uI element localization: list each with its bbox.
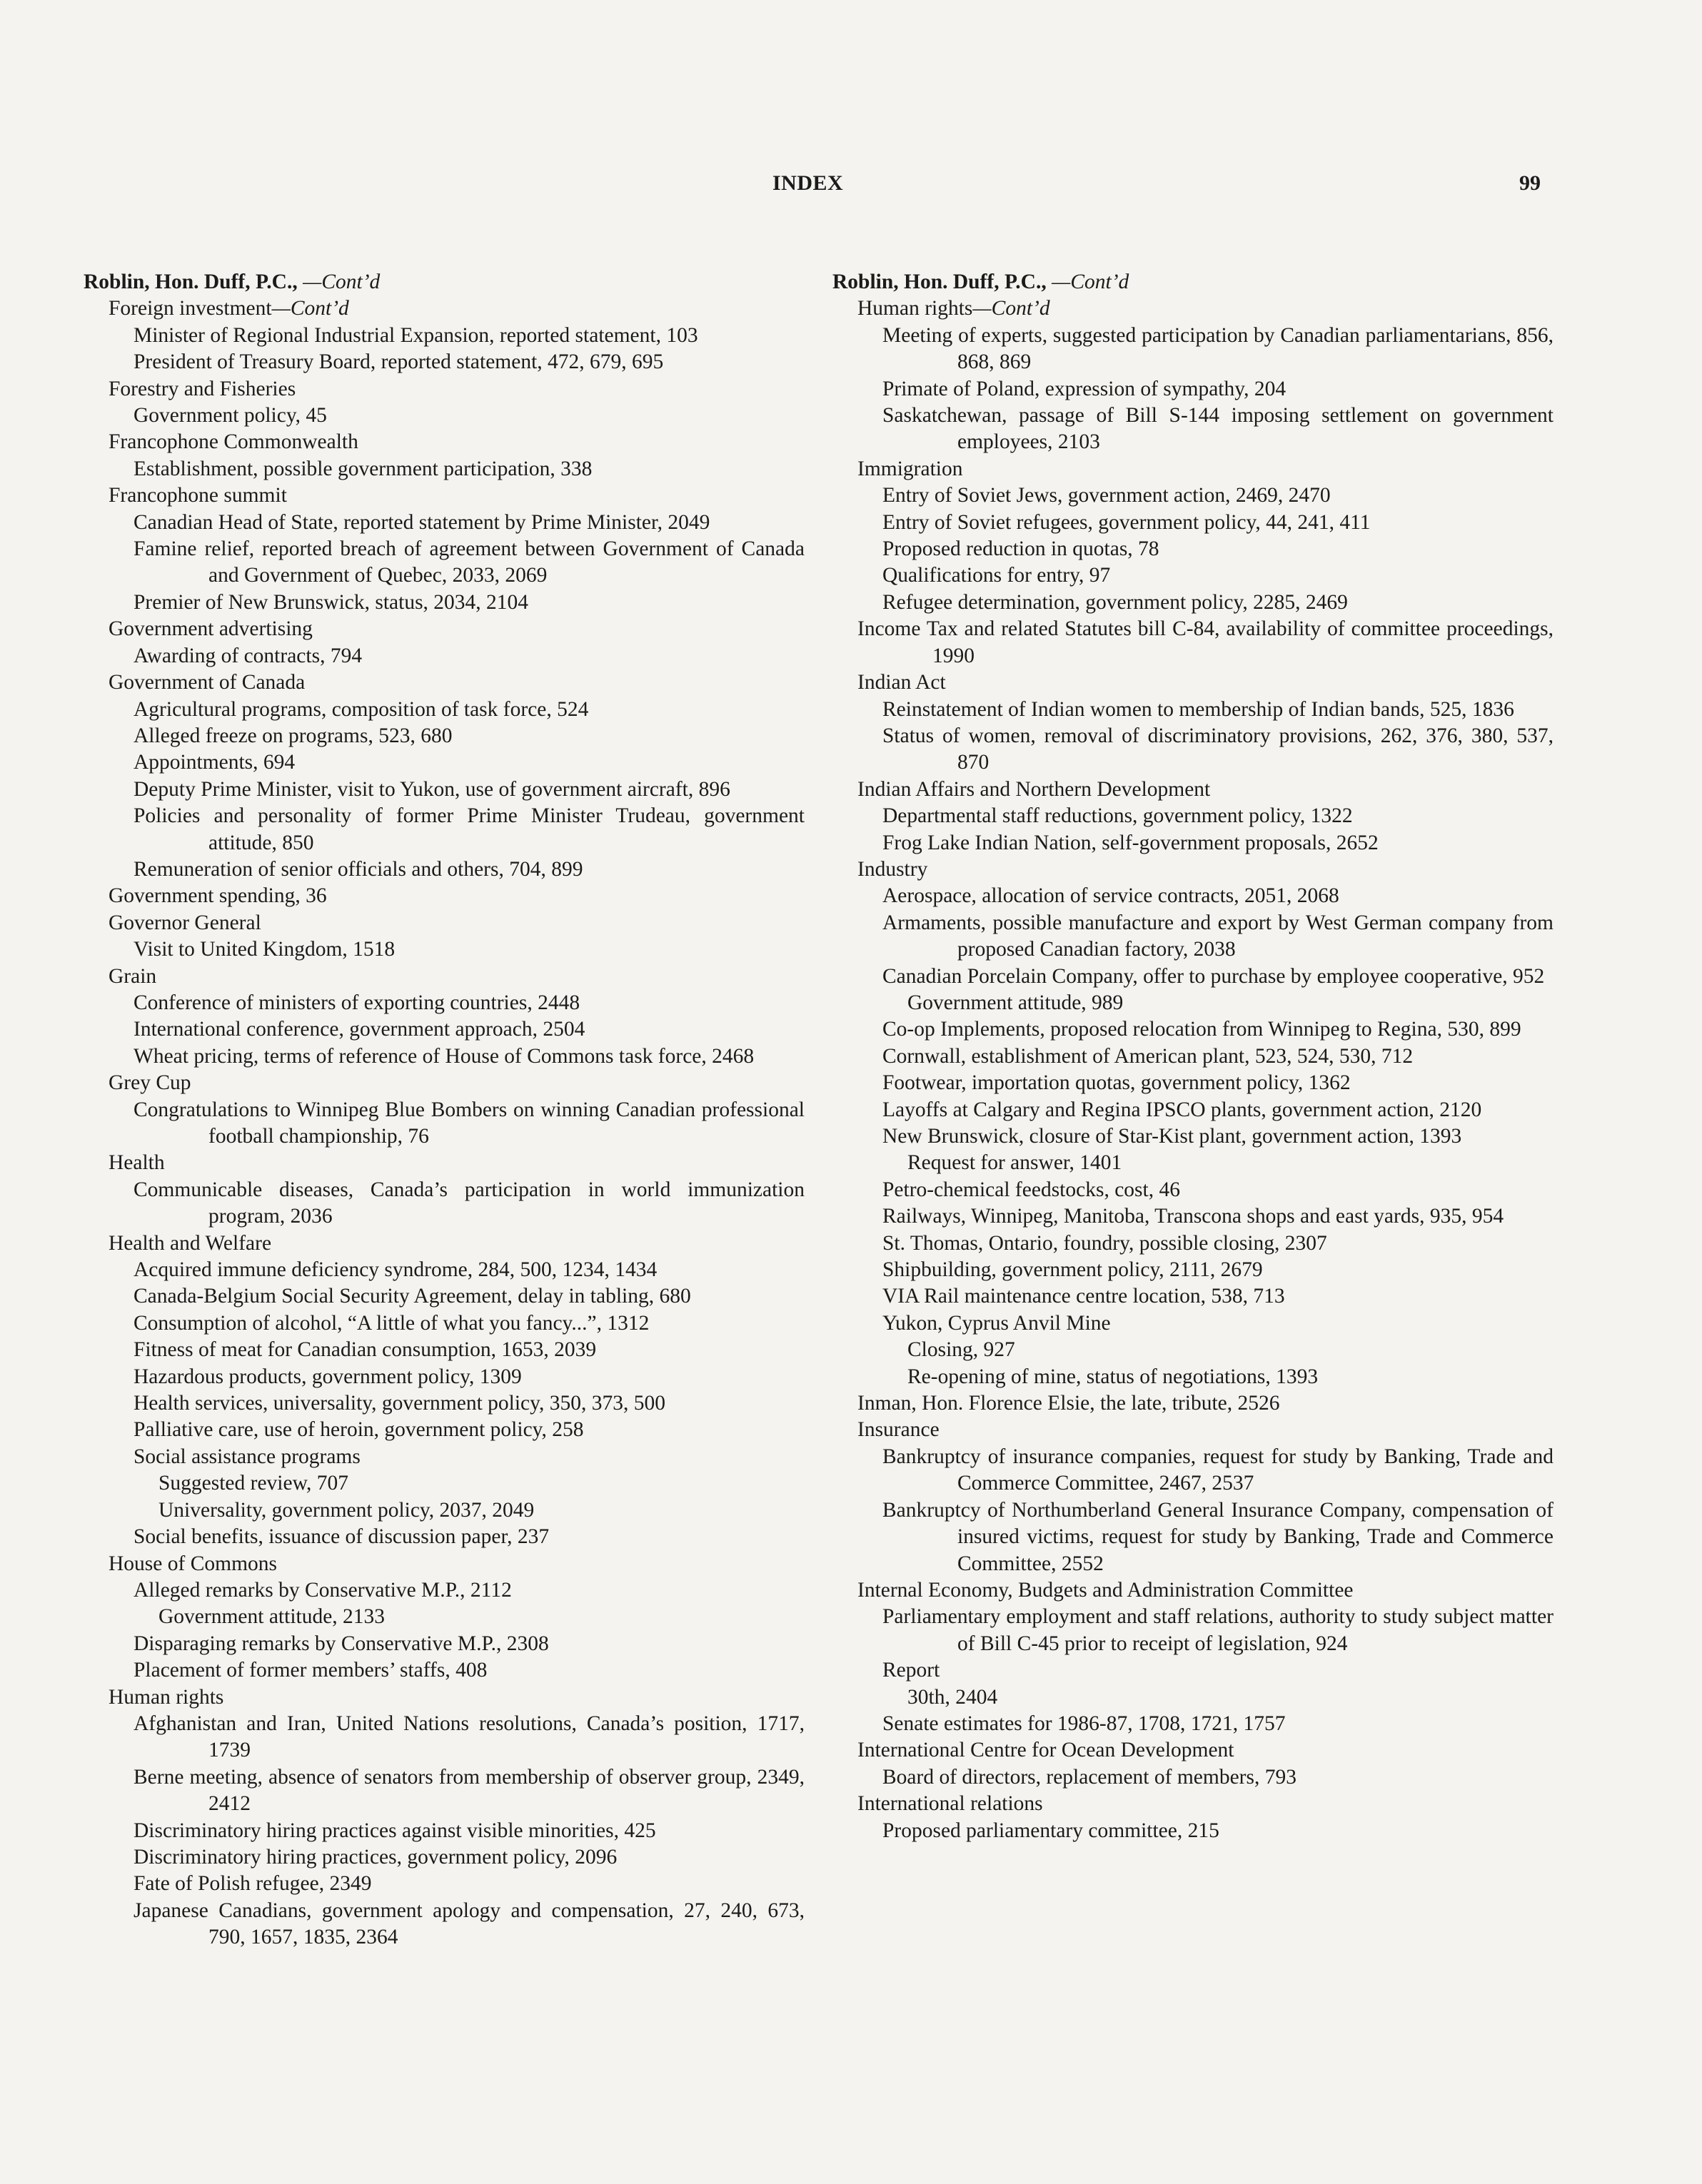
index-entry xyxy=(882,883,1554,909)
index-entry xyxy=(134,1844,805,1871)
entry-text: Request for answer, 1401 xyxy=(907,1151,1122,1175)
entry-text: Health and Welfare xyxy=(109,1231,272,1255)
continued-label: —Cont’d xyxy=(972,297,1050,320)
index-entry xyxy=(907,1337,1554,1363)
index-entry xyxy=(134,990,805,1016)
index-entry xyxy=(134,1283,805,1310)
entry-text: Japanese Canadians, government apology and compensation, 27, 240, 673, 790, 1657, 1835, 2364 xyxy=(134,1899,805,1949)
index-entry xyxy=(907,1684,1554,1711)
entry-text: Internal Economy, Budgets and Administration Committee xyxy=(857,1578,1354,1602)
entry-text: Canada-Belgium Social Security Agreement, delay in tabling, 680 xyxy=(134,1285,691,1308)
entry-text: Insurance xyxy=(857,1418,940,1442)
index-entry xyxy=(882,1711,1554,1737)
index-entry xyxy=(109,295,805,322)
entry-text: International conference, government approach, 2504 xyxy=(134,1018,585,1041)
index-entry xyxy=(882,1097,1554,1123)
index-entry xyxy=(882,1657,1554,1684)
index-entry xyxy=(109,1551,805,1577)
index-column-left xyxy=(84,269,805,1951)
entry-text: Qualifications for entry, 97 xyxy=(882,564,1111,587)
entry-text: Re-opening of mine, status of negotiations, 1393 xyxy=(907,1365,1319,1388)
entry-text: Entry of Soviet refugees, government policy, 44, 241, 411 xyxy=(882,510,1371,534)
entry-text: Bankruptcy of Northumberland General Insurance Company, compensation of insured victims, request for study by Banking, Trade and Commerce Committee, 2552 xyxy=(882,1498,1554,1575)
index-entry xyxy=(907,1364,1554,1390)
entry-text: Parliamentary employment and staff relations, authority to study subject matter of Bill C-45 prior to receipt of legislation, 924 xyxy=(882,1605,1554,1655)
entry-text: Human rights xyxy=(109,1685,224,1709)
index-entry xyxy=(882,1257,1554,1283)
entry-text: Status of women, removal of discriminatory provisions, 262, 376, 380, 537, 870 xyxy=(882,724,1554,774)
index-entry xyxy=(882,403,1554,456)
entry-text: Departmental staff reductions, government policy, 1322 xyxy=(882,804,1353,828)
index-entry xyxy=(857,1390,1554,1417)
entry-text: Fate of Polish refugee, 2349 xyxy=(134,1872,372,1896)
entry-text: Government advertising xyxy=(109,617,313,641)
index-entry xyxy=(158,1470,805,1497)
entry-text: Wheat pricing, terms of reference of House of Commons task force, 2468 xyxy=(134,1044,755,1068)
entry-text: International relations xyxy=(857,1792,1043,1816)
index-entry xyxy=(882,964,1554,990)
entry-text: Government spending, 36 xyxy=(109,884,327,908)
entry-text: Senate estimates for 1986-87, 1708, 1721, 1757 xyxy=(882,1712,1286,1735)
index-entry xyxy=(134,1444,805,1470)
entry-text: Armaments, possible manufacture and export by West German company from proposed Canadian factory, 2038 xyxy=(882,911,1554,961)
index-entry xyxy=(882,510,1554,536)
index-entry xyxy=(882,697,1554,723)
entry-text: Communicable diseases, Canada’s participation in world immunization program, 2036 xyxy=(134,1178,805,1228)
index-entry xyxy=(857,856,1554,883)
index-entry xyxy=(882,1310,1554,1337)
index-entry xyxy=(857,777,1554,803)
index-entry xyxy=(134,1097,805,1151)
entry-text: Agricultural programs, composition of task force, 524 xyxy=(134,697,589,721)
index-entry xyxy=(134,1577,805,1604)
index-entry xyxy=(134,936,805,963)
entry-text: Meeting of experts, suggested participation by Canadian parliamentarians, 856, 868, 869 xyxy=(882,323,1554,374)
entry-text: Discriminatory hiring practices against visible minorities, 425 xyxy=(134,1819,656,1842)
index-entry xyxy=(134,1898,805,1951)
continued-label: —Cont’d xyxy=(1052,271,1129,293)
index-heading xyxy=(832,269,1554,295)
index-entry xyxy=(109,1230,805,1257)
index-entry xyxy=(134,1364,805,1390)
entry-text: Premier of New Brunswick, status, 2034, 2104 xyxy=(134,590,529,614)
entry-text: Congratulations to Winnipeg Blue Bombers on winning Canadian professional football championship, 76 xyxy=(134,1098,805,1148)
entry-text: Human rights xyxy=(857,297,973,320)
entry-text: New Brunswick, closure of Star-Kist plant, government action, 1393 xyxy=(882,1125,1462,1148)
entry-text: St. Thomas, Ontario, foundry, possible closing, 2307 xyxy=(882,1231,1327,1255)
index-entry xyxy=(882,1283,1554,1310)
index-entry xyxy=(907,1150,1554,1176)
entry-text: Closing, 927 xyxy=(907,1338,1015,1362)
index-entry xyxy=(134,1417,805,1443)
index-entry xyxy=(134,643,805,669)
index-entry xyxy=(857,295,1554,322)
entry-text: Government policy, 45 xyxy=(134,404,327,428)
entry-text: 30th, 2404 xyxy=(907,1685,998,1709)
index-entry xyxy=(134,1657,805,1684)
entry-text: President of Treasury Board, reported statement, 472, 679, 695 xyxy=(134,350,664,374)
entry-text: Proposed parliamentary committee, 215 xyxy=(882,1819,1219,1842)
index-entry xyxy=(134,510,805,536)
index-entry xyxy=(134,856,805,883)
entry-text: VIA Rail maintenance centre location, 538, 713 xyxy=(882,1285,1285,1308)
index-entry xyxy=(882,1016,1554,1043)
entry-text: Palliative care, use of heroin, government policy, 258 xyxy=(134,1418,584,1442)
index-entry xyxy=(134,1310,805,1337)
index-entry xyxy=(109,669,805,696)
index-entry xyxy=(134,1524,805,1550)
entry-text: Government of Canada xyxy=(109,671,306,694)
entry-text: Canadian Porcelain Company, offer to purchase by employee cooperative, 952 xyxy=(882,964,1545,988)
index-entry xyxy=(134,1043,805,1070)
index-entry xyxy=(882,1123,1554,1150)
index-entry xyxy=(882,1203,1554,1230)
index-entry xyxy=(134,1257,805,1283)
index-entry xyxy=(882,1070,1554,1096)
index-entry xyxy=(134,1871,805,1897)
entry-text: Awarding of contracts, 794 xyxy=(134,644,363,667)
index-entry xyxy=(857,456,1554,482)
index-entry xyxy=(882,830,1554,856)
entry-text: Berne meeting, absence of senators from membership of observer group, 2349, 2412 xyxy=(134,1765,805,1816)
index-entry xyxy=(134,1337,805,1363)
entry-text: Co-op Implements, proposed relocation from Winnipeg to Regina, 530, 899 xyxy=(882,1018,1521,1041)
entry-text: Conference of ministers of exporting countries, 2448 xyxy=(134,991,580,1014)
entry-text: House of Commons xyxy=(109,1552,277,1575)
entry-text: Bankruptcy of insurance companies, request for study by Banking, Trade and Commerce Committee, 2467, 2537 xyxy=(882,1445,1554,1495)
entry-text: Cornwall, establishment of American plant, 523, 524, 530, 712 xyxy=(882,1044,1414,1068)
continued-label: —Cont’d xyxy=(271,297,349,320)
index-entry xyxy=(109,1070,805,1096)
index-entry xyxy=(109,910,805,936)
entry-text: Grain xyxy=(109,964,157,988)
entry-text: Francophone Commonwealth xyxy=(109,430,358,454)
entry-text: Petro-chemical feedstocks, cost, 46 xyxy=(882,1178,1180,1201)
index-entry xyxy=(134,1177,805,1230)
index-entry xyxy=(882,1764,1554,1791)
index-entry xyxy=(109,376,805,403)
entry-text: Income Tax and related Statutes bill C-84, availability of committee proceedings, 1990 xyxy=(857,617,1554,667)
entry-text: Government attitude, 989 xyxy=(907,991,1124,1014)
index-entry xyxy=(882,1818,1554,1844)
entry-text: Indian Affairs and Northern Development xyxy=(857,777,1211,801)
index-entry xyxy=(882,323,1554,376)
entry-text: Layoffs at Calgary and Regina IPSCO plants, government action, 2120 xyxy=(882,1098,1482,1121)
entry-text: Alleged remarks by Conservative M.P., 2112 xyxy=(134,1578,512,1602)
entry-text: Railways, Winnipeg, Manitoba, Transcona shops and east yards, 935, 954 xyxy=(882,1205,1504,1228)
entry-text: Suggested review, 707 xyxy=(158,1472,348,1495)
entry-text: Immigration xyxy=(857,457,963,480)
entry-text: Yukon, Cyprus Anvil Mine xyxy=(882,1311,1111,1335)
entry-text: Disparaging remarks by Conservative M.P., 2308 xyxy=(134,1632,549,1655)
entry-text: Report xyxy=(882,1659,940,1682)
page-header xyxy=(0,171,1702,207)
entry-text: Forestry and Fisheries xyxy=(109,377,296,400)
entry-text: Footwear, importation quotas, government policy, 1362 xyxy=(882,1071,1351,1095)
index-entry xyxy=(109,1150,805,1176)
index-entry xyxy=(158,1497,805,1524)
index-entry xyxy=(109,429,805,455)
index-entry xyxy=(109,1684,805,1711)
entry-text: Grey Cup xyxy=(109,1071,191,1095)
entry-text: Placement of former members’ staffs, 408 xyxy=(134,1659,488,1682)
continued-label: —Cont’d xyxy=(303,271,381,293)
index-entry xyxy=(134,323,805,349)
entry-text: Refugee determination, government policy, 2285, 2469 xyxy=(882,590,1348,614)
index-heading xyxy=(84,269,805,295)
entry-text: Roblin, Hon. Duff, P.C., xyxy=(832,271,1052,293)
entry-text: Remuneration of senior officials and others, 704, 899 xyxy=(134,857,583,881)
entry-text: Indian Act xyxy=(857,671,946,694)
index-entry xyxy=(882,1604,1554,1657)
entry-text: Proposed reduction in quotas, 78 xyxy=(882,537,1159,561)
entry-text: Roblin, Hon. Duff, P.C., xyxy=(84,271,303,293)
index-entry xyxy=(134,403,805,429)
index-entry xyxy=(882,910,1554,964)
index-entry xyxy=(857,669,1554,696)
index-entry xyxy=(134,456,805,482)
index-entry xyxy=(857,1577,1554,1604)
entry-text: International Centre for Ocean Development xyxy=(857,1739,1234,1762)
entry-text: Social assistance programs xyxy=(134,1445,361,1468)
entry-text: Saskatchewan, passage of Bill S-144 imposing settlement on government employees, 2103 xyxy=(882,404,1554,454)
index-entry xyxy=(882,723,1554,777)
entry-text: Visit to United Kingdom, 1518 xyxy=(134,938,396,961)
entry-text: Primate of Poland, expression of sympathy, 204 xyxy=(882,377,1286,400)
entry-text: Health xyxy=(109,1151,165,1175)
entry-text: Famine relief, reported breach of agreement between Government of Canada and Government of Quebec, 2033, 2069 xyxy=(134,537,805,587)
entry-text: Acquired immune deficiency syndrome, 284, 500, 1234, 1434 xyxy=(134,1258,658,1282)
index-entry xyxy=(134,1764,805,1818)
entry-text: Policies and personality of former Prime Minister Trudeau, government attitude, 850 xyxy=(134,804,805,854)
index-entry xyxy=(134,1390,805,1417)
entry-text: Minister of Regional Industrial Expansion, reported statement, 103 xyxy=(134,323,698,347)
entry-text: Frog Lake Indian Nation, self-government proposals, 2652 xyxy=(882,831,1379,854)
entry-text: Hazardous products, government policy, 1309 xyxy=(134,1365,522,1388)
index-entry xyxy=(158,1604,805,1630)
entry-text: Fitness of meat for Canadian consumption, 1653, 2039 xyxy=(134,1338,597,1362)
entry-text: Entry of Soviet Jews, government action, 2469, 2470 xyxy=(882,484,1331,507)
entry-text: Appointments, 694 xyxy=(134,751,296,774)
index-entry xyxy=(882,562,1554,589)
index-entry xyxy=(857,1791,1554,1817)
index-entry xyxy=(134,349,805,375)
entry-text: Reinstatement of Indian women to membership of Indian bands, 525, 1836 xyxy=(882,697,1514,721)
entry-text: Social benefits, issuance of discussion paper, 237 xyxy=(134,1525,550,1549)
entry-text: Shipbuilding, government policy, 2111, 2679 xyxy=(882,1258,1263,1282)
entry-text: Board of directors, replacement of members, 793 xyxy=(882,1765,1296,1789)
entry-text: Foreign investment xyxy=(109,297,272,320)
running-title: INDEX xyxy=(772,171,844,195)
entry-text: Discriminatory hiring practices, government policy, 2096 xyxy=(134,1845,618,1869)
index-entry xyxy=(134,723,805,749)
index-entry xyxy=(882,1497,1554,1577)
index-entry xyxy=(857,1417,1554,1443)
index-entry xyxy=(134,536,805,590)
index-entry xyxy=(907,990,1554,1016)
entry-text: Afghanistan and Iran, United Nations resolutions, Canada’s position, 1717, 1739 xyxy=(134,1712,805,1762)
index-entry xyxy=(134,697,805,723)
index-entry xyxy=(882,536,1554,562)
entry-text: Industry xyxy=(857,857,928,881)
index-entry xyxy=(882,376,1554,403)
entry-text: Inman, Hon. Florence Elsie, the late, tribute, 2526 xyxy=(857,1392,1280,1415)
entry-text: Aerospace, allocation of service contracts, 2051, 2068 xyxy=(882,884,1339,908)
index-entry xyxy=(134,1818,805,1844)
index-entry xyxy=(109,482,805,509)
index-entry xyxy=(882,1177,1554,1203)
index-entry xyxy=(134,1711,805,1764)
entry-text: Governor General xyxy=(109,911,261,934)
entry-text: Deputy Prime Minister, visit to Yukon, use of government aircraft, 896 xyxy=(134,777,730,801)
entry-text: Universality, government policy, 2037, 2049 xyxy=(158,1498,535,1522)
index-entry xyxy=(109,964,805,990)
index-entry xyxy=(857,1737,1554,1764)
index-entry xyxy=(882,590,1554,616)
index-entry xyxy=(882,1444,1554,1497)
index-entry xyxy=(134,1016,805,1043)
entry-text: Alleged freeze on programs, 523, 680 xyxy=(134,724,453,747)
entry-text: Canadian Head of State, reported statement by Prime Minister, 2049 xyxy=(134,510,710,534)
entry-text: Francophone summit xyxy=(109,484,287,507)
entry-text: Government attitude, 2133 xyxy=(158,1605,386,1629)
index-entry xyxy=(882,1043,1554,1070)
index-entry xyxy=(134,803,805,856)
index-entry xyxy=(134,590,805,616)
index-entry xyxy=(134,1631,805,1657)
index-entry xyxy=(109,616,805,642)
index-column-right xyxy=(832,269,1554,1844)
entry-text: Health services, universality, government policy, 350, 373, 500 xyxy=(134,1392,665,1415)
index-entry xyxy=(882,803,1554,829)
index-entry xyxy=(882,482,1554,509)
index-entry xyxy=(134,777,805,803)
entry-text: Consumption of alcohol, “A little of what you fancy...”, 1312 xyxy=(134,1311,650,1335)
index-entry xyxy=(134,749,805,776)
index-entry xyxy=(857,616,1554,669)
entry-text: Establishment, possible government participation, 338 xyxy=(134,457,593,480)
page-number: 99 xyxy=(1519,171,1541,195)
index-entry xyxy=(882,1230,1554,1257)
index-entry xyxy=(109,883,805,909)
